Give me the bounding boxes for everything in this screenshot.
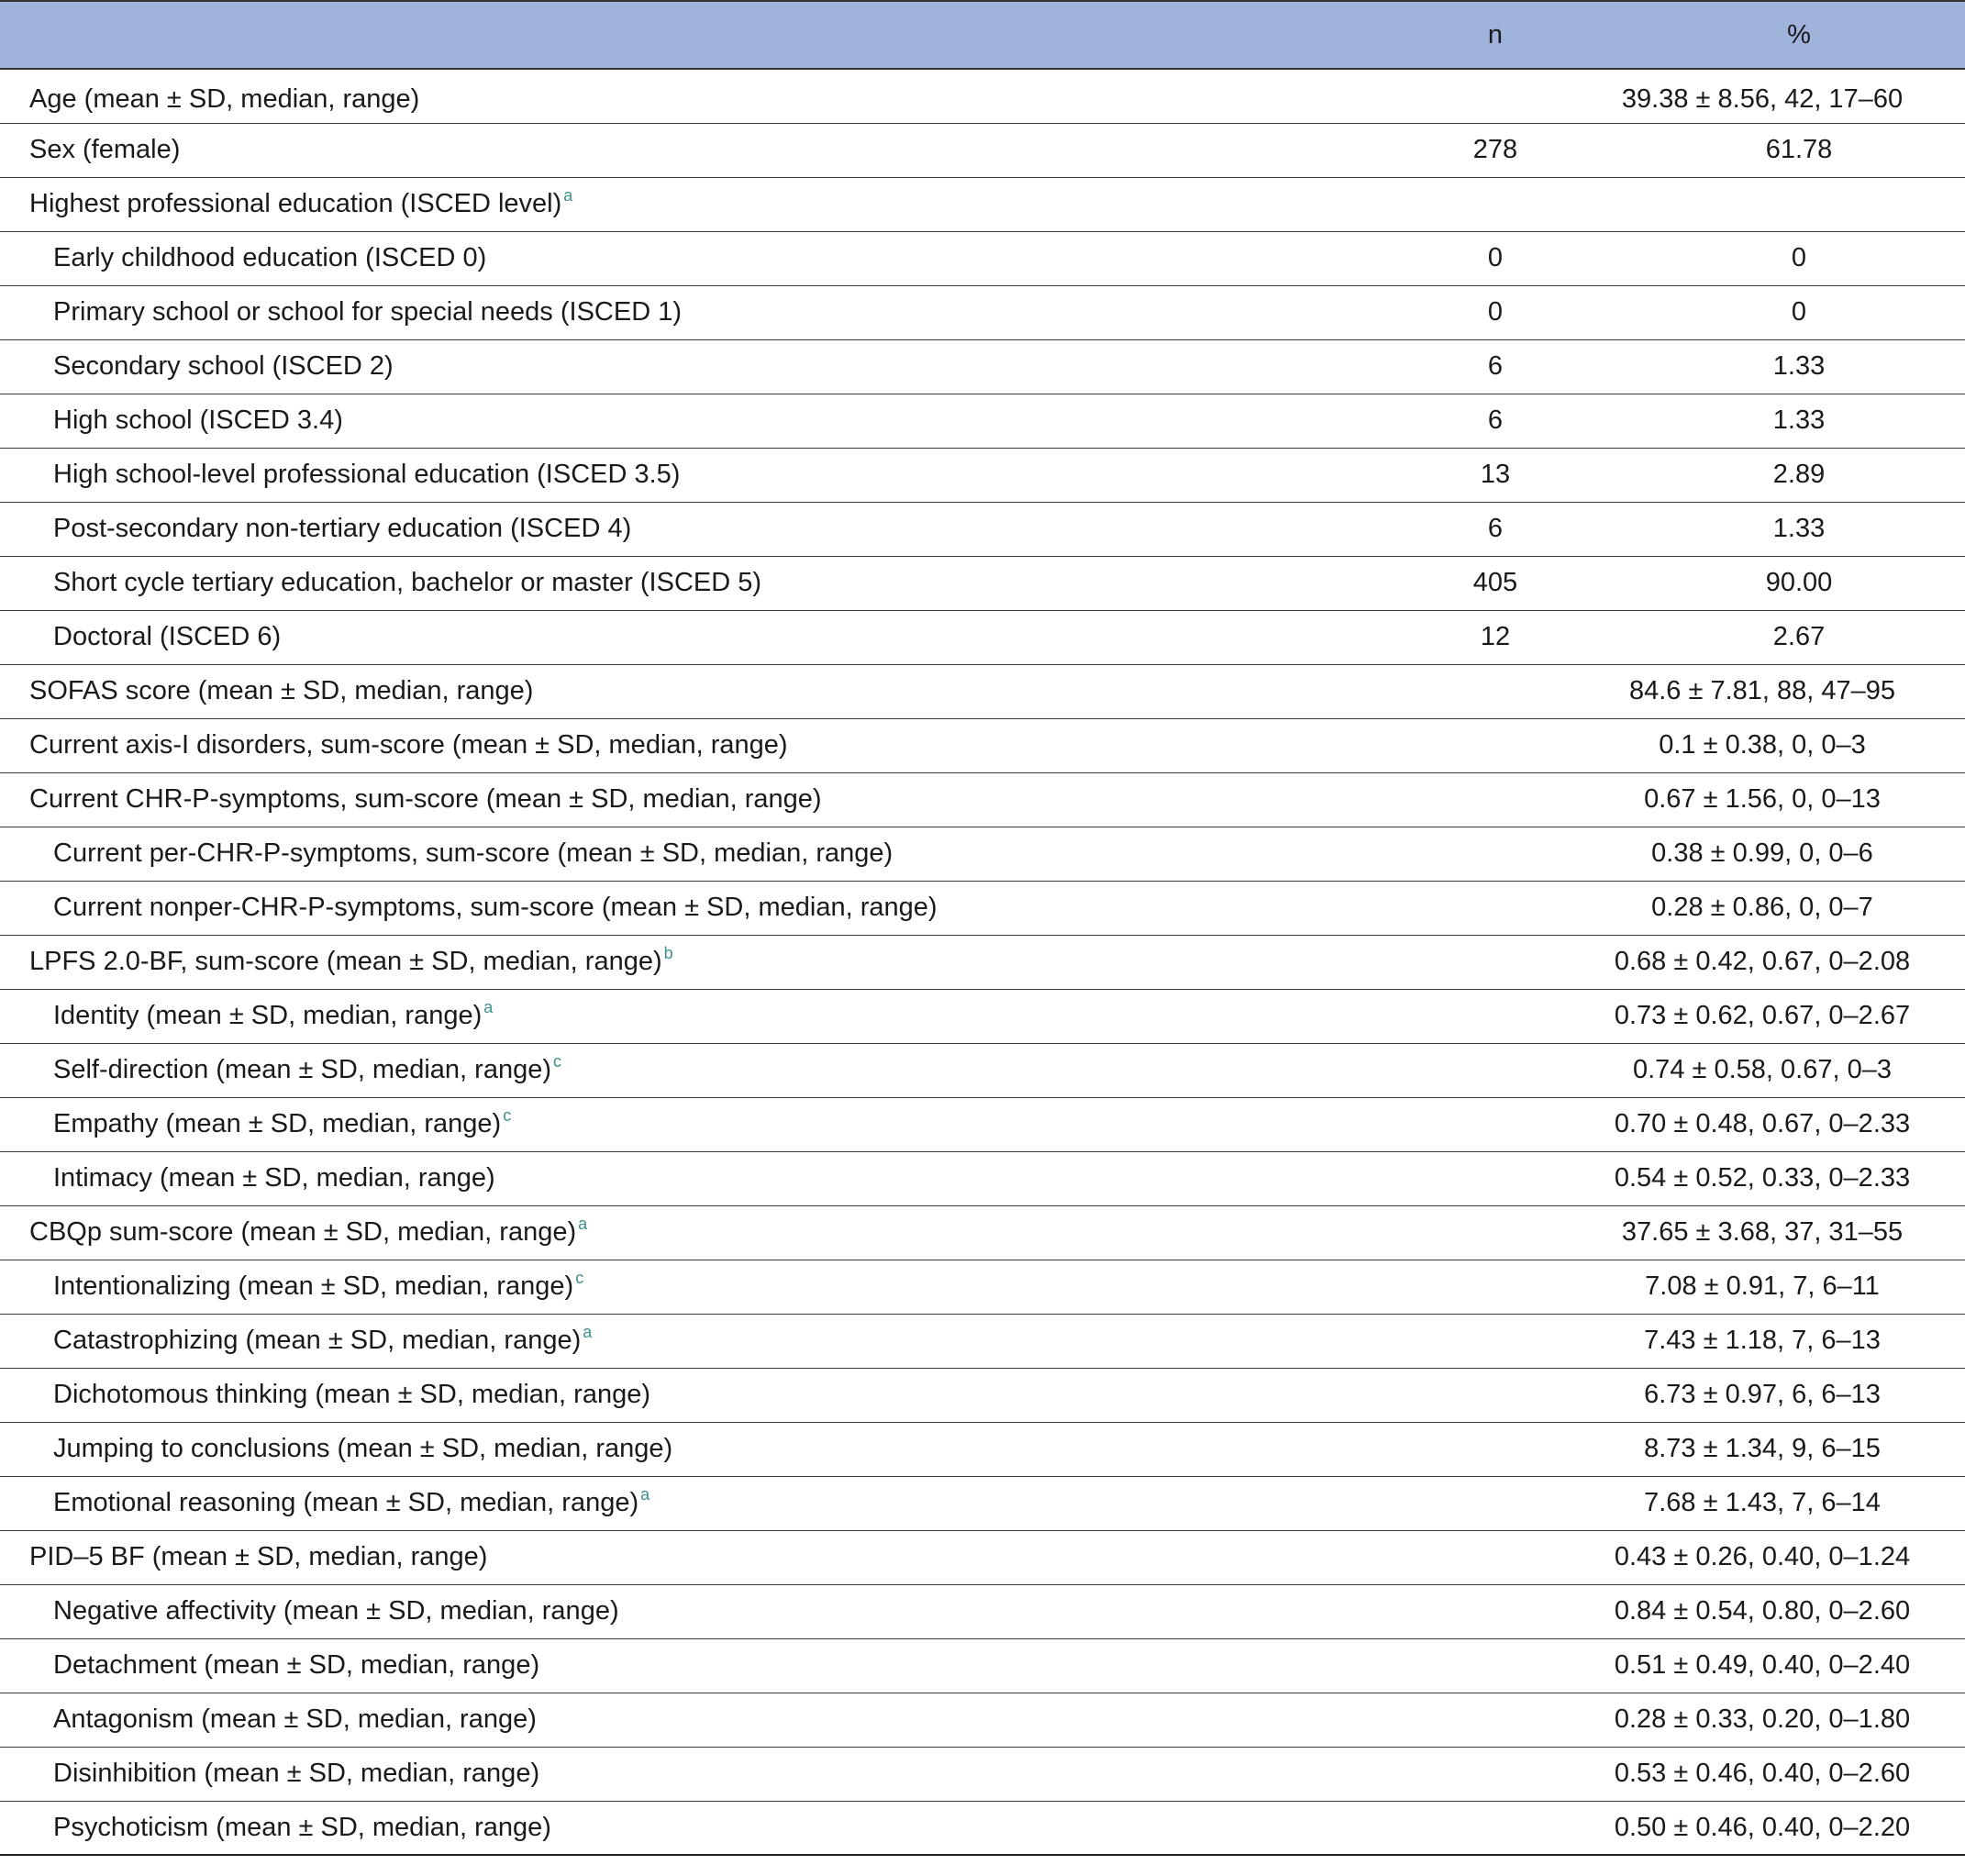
table-row — [0, 1584, 1965, 1638]
count-cell: 12 — [1480, 622, 1511, 651]
row-label: Detachment (mean ± SD, median, range) — [53, 1650, 540, 1680]
row-label: Dichotomous thinking (mean ± SD, median, range) — [53, 1380, 650, 1409]
row-label: Primary school or school for special needs (ISCED 1) — [53, 297, 682, 327]
percent-cell: 0 — [1791, 243, 1807, 272]
summary-stat-cell: 0.38 ± 0.99, 0, 0–6 — [1651, 838, 1873, 868]
percent-cell: 1.33 — [1772, 405, 1826, 435]
row-label: Secondary school (ISCED 2) — [53, 351, 394, 381]
table-row — [0, 610, 1965, 664]
footnote-marker: a — [563, 186, 573, 205]
table-row — [0, 935, 1965, 989]
row-label-cell — [0, 772, 1358, 827]
row-label-cell — [0, 1693, 1358, 1747]
table-row — [0, 1422, 1965, 1476]
percent-cell: 0 — [1791, 297, 1807, 327]
count-cell — [1358, 177, 1633, 231]
count-cell: 13 — [1480, 460, 1511, 489]
percent-cell: 2.67 — [1772, 622, 1826, 651]
row-label: Jumping to conclusions (mean ± SD, median, range) — [53, 1434, 673, 1463]
count-cell: 0 — [1487, 243, 1504, 272]
table-row — [0, 989, 1965, 1043]
summary-stat-cell: 0.84 ± 0.54, 0.80, 0–2.60 — [1614, 1596, 1911, 1626]
row-label-cell — [0, 989, 1358, 1043]
summary-stat-cell: 0.68 ± 0.42, 0.67, 0–2.08 — [1614, 947, 1911, 976]
row-label: High school (ISCED 3.4) — [53, 405, 343, 435]
summary-stat-cell: 0.28 ± 0.86, 0, 0–7 — [1651, 893, 1873, 922]
table-row — [0, 502, 1965, 556]
table-header — [0, 1, 1965, 69]
summary-stat-cell: 6.73 ± 0.97, 6, 6–13 — [1644, 1380, 1881, 1409]
count-cell: 405 — [1472, 568, 1518, 597]
row-label: High school-level professional education (ISCED 3.5) — [53, 460, 681, 489]
summary-stat-cell: 7.68 ± 1.43, 7, 6–14 — [1644, 1488, 1881, 1517]
summary-stat-cell: 37.65 ± 3.68, 37, 31–55 — [1621, 1217, 1904, 1247]
table-row — [0, 231, 1965, 285]
table-row — [0, 69, 1965, 123]
percent-cell: 1.33 — [1772, 514, 1826, 543]
footnote-marker: a — [578, 1215, 588, 1233]
table-row — [0, 772, 1965, 827]
table-row — [0, 177, 1965, 231]
summary-stat-cell: 39.38 ± 8.56, 42, 17–60 — [1621, 84, 1904, 115]
row-label-cell — [0, 448, 1358, 502]
row-label-cell — [0, 1260, 1358, 1314]
row-label-cell — [0, 339, 1358, 394]
table-row — [0, 394, 1965, 448]
row-label-cell — [0, 1422, 1358, 1476]
row-label-cell — [0, 1801, 1358, 1855]
footnote-marker: b — [663, 944, 673, 962]
summary-stat-cell: 7.43 ± 1.18, 7, 6–13 — [1644, 1326, 1881, 1355]
footnote-marker: c — [503, 1106, 512, 1125]
summary-stat-cell: 0.28 ± 0.33, 0.20, 0–1.80 — [1614, 1704, 1911, 1734]
row-label: Highest professional education (ISCED level) — [29, 189, 562, 218]
row-label: Age (mean ± SD, median, range) — [29, 84, 420, 115]
percent-cell — [1633, 177, 1965, 231]
row-label-cell — [0, 502, 1358, 556]
header-row — [0, 1, 1965, 69]
row-label-cell — [0, 1043, 1358, 1097]
summary-stat-cell: 7.08 ± 0.91, 7, 6–11 — [1645, 1271, 1880, 1301]
row-label: Empathy (mean ± SD, median, range) — [53, 1109, 502, 1138]
row-label: Current nonper-CHR-P-symptoms, sum-score (mean ± SD, median, range) — [53, 893, 938, 922]
row-label-cell — [0, 664, 1358, 718]
row-label: Short cycle tertiary education, bachelor or master (ISCED 5) — [53, 568, 762, 597]
header-n-cell: n — [1358, 1, 1633, 69]
table-row — [0, 1747, 1965, 1801]
row-label: Catastrophizing (mean ± SD, median, range) — [53, 1326, 582, 1355]
row-label-cell — [0, 177, 1358, 231]
row-label-cell — [0, 285, 1358, 339]
row-label: LPFS 2.0-BF, sum-score (mean ± SD, median, range) — [29, 947, 662, 976]
percent-cell: 61.78 — [1765, 135, 1833, 164]
percent-cell: 2.89 — [1772, 460, 1826, 489]
summary-stat-cell: 0.43 ± 0.26, 0.40, 0–1.24 — [1614, 1542, 1911, 1571]
row-label: Disinhibition (mean ± SD, median, range) — [53, 1759, 540, 1788]
row-label-cell — [0, 610, 1358, 664]
footnote-marker: c — [553, 1052, 561, 1071]
table-row — [0, 1314, 1965, 1368]
row-label-cell — [0, 1205, 1358, 1260]
table-row — [0, 1097, 1965, 1151]
row-label: Identity (mean ± SD, median, range) — [53, 1001, 483, 1030]
count-cell: 0 — [1487, 297, 1504, 327]
row-label: Negative affectivity (mean ± SD, median, range) — [53, 1596, 619, 1626]
row-label-cell — [0, 394, 1358, 448]
table-row — [0, 664, 1965, 718]
table-row — [0, 1043, 1965, 1097]
summary-stat-cell: 0.53 ± 0.46, 0.40, 0–2.60 — [1614, 1759, 1911, 1788]
header-label-cell — [0, 1, 1358, 69]
summary-stat-cell: 0.70 ± 0.48, 0.67, 0–2.33 — [1614, 1109, 1911, 1138]
row-label-cell — [0, 935, 1358, 989]
row-label: Doctoral (ISCED 6) — [53, 622, 282, 651]
row-label-cell — [0, 123, 1358, 177]
footnote-marker: a — [483, 998, 494, 1016]
row-label: Emotional reasoning (mean ± SD, median, range) — [53, 1488, 639, 1517]
row-label: PID–5 BF (mean ± SD, median, range) — [29, 1542, 488, 1571]
percent-cell: 1.33 — [1772, 351, 1826, 381]
row-label: SOFAS score (mean ± SD, median, range) — [29, 676, 534, 705]
row-label: Current CHR-P-symptoms, sum-score (mean ± SD, median, range) — [29, 784, 822, 814]
summary-stat-cell: 0.73 ± 0.62, 0.67, 0–2.67 — [1614, 1001, 1911, 1030]
row-label: Sex (female) — [29, 135, 181, 164]
row-label-cell — [0, 1476, 1358, 1530]
table-row — [0, 1693, 1965, 1747]
row-label: Self-direction (mean ± SD, median, range) — [53, 1055, 551, 1084]
row-label-cell — [0, 827, 1358, 881]
row-label-cell — [0, 1314, 1358, 1368]
count-cell: 278 — [1472, 135, 1518, 164]
row-label-cell — [0, 1530, 1358, 1584]
row-label: Current per-CHR-P-symptoms, sum-score (mean ± SD, median, range) — [53, 838, 894, 868]
table-row — [0, 881, 1965, 935]
table-row — [0, 339, 1965, 394]
row-label-cell — [0, 231, 1358, 285]
row-label: Post-secondary non-tertiary education (ISCED 4) — [53, 514, 632, 543]
count-cell: 6 — [1487, 405, 1504, 435]
table-row — [0, 1260, 1965, 1314]
row-label-cell — [0, 1097, 1358, 1151]
table-row — [0, 285, 1965, 339]
row-label: Antagonism (mean ± SD, median, range) — [53, 1704, 537, 1734]
row-label: Intimacy (mean ± SD, median, range) — [53, 1163, 495, 1193]
row-label-cell — [0, 1368, 1358, 1422]
row-label-cell — [0, 556, 1358, 610]
row-label-cell — [0, 69, 1358, 123]
summary-stat-cell: 0.50 ± 0.46, 0.40, 0–2.20 — [1614, 1812, 1911, 1842]
row-label: CBQp sum-score (mean ± SD, median, range) — [29, 1217, 577, 1247]
table-row — [0, 1801, 1965, 1855]
table-row — [0, 1368, 1965, 1422]
summary-stat-cell: 8.73 ± 1.34, 9, 6–15 — [1644, 1434, 1881, 1463]
table-row — [0, 718, 1965, 772]
footnote-marker: c — [575, 1269, 584, 1287]
row-label-cell — [0, 1747, 1358, 1801]
summary-stat-cell: 0.67 ± 1.56, 0, 0–13 — [1644, 784, 1881, 814]
table-row — [0, 1638, 1965, 1693]
percent-cell: 90.00 — [1765, 568, 1833, 597]
table-row — [0, 827, 1965, 881]
table-row — [0, 1530, 1965, 1584]
row-label: Early childhood education (ISCED 0) — [53, 243, 487, 272]
summary-stat-cell: 0.74 ± 0.58, 0.67, 0–3 — [1633, 1055, 1892, 1084]
summary-stat-cell: 0.54 ± 0.52, 0.33, 0–2.33 — [1614, 1163, 1911, 1193]
footnote-marker: a — [583, 1323, 593, 1341]
summary-stat-cell: 84.6 ± 7.81, 88, 47–95 — [1628, 676, 1896, 705]
table-row — [0, 1476, 1965, 1530]
row-label-cell — [0, 1584, 1358, 1638]
count-cell: 6 — [1487, 514, 1504, 543]
table-body — [0, 69, 1965, 1855]
row-label-cell — [0, 718, 1358, 772]
table-row — [0, 123, 1965, 177]
row-label: Psychoticism (mean ± SD, median, range) — [53, 1812, 551, 1842]
header-percent-cell: % — [1633, 1, 1965, 69]
table-row — [0, 1151, 1965, 1205]
row-label: Current axis-I disorders, sum-score (mean ± SD, median, range) — [29, 730, 788, 760]
table-row — [0, 1205, 1965, 1260]
table-row — [0, 448, 1965, 502]
table-row — [0, 556, 1965, 610]
row-label-cell — [0, 881, 1358, 935]
footnote-marker: a — [640, 1485, 650, 1504]
row-label-cell — [0, 1151, 1358, 1205]
summary-stat-cell: 0.1 ± 0.38, 0, 0–3 — [1659, 730, 1866, 760]
count-cell: 6 — [1487, 351, 1504, 381]
row-label-cell — [0, 1638, 1358, 1693]
summary-stat-cell: 0.51 ± 0.49, 0.40, 0–2.40 — [1614, 1650, 1911, 1680]
row-label: Intentionalizing (mean ± SD, median, range) — [53, 1271, 574, 1301]
